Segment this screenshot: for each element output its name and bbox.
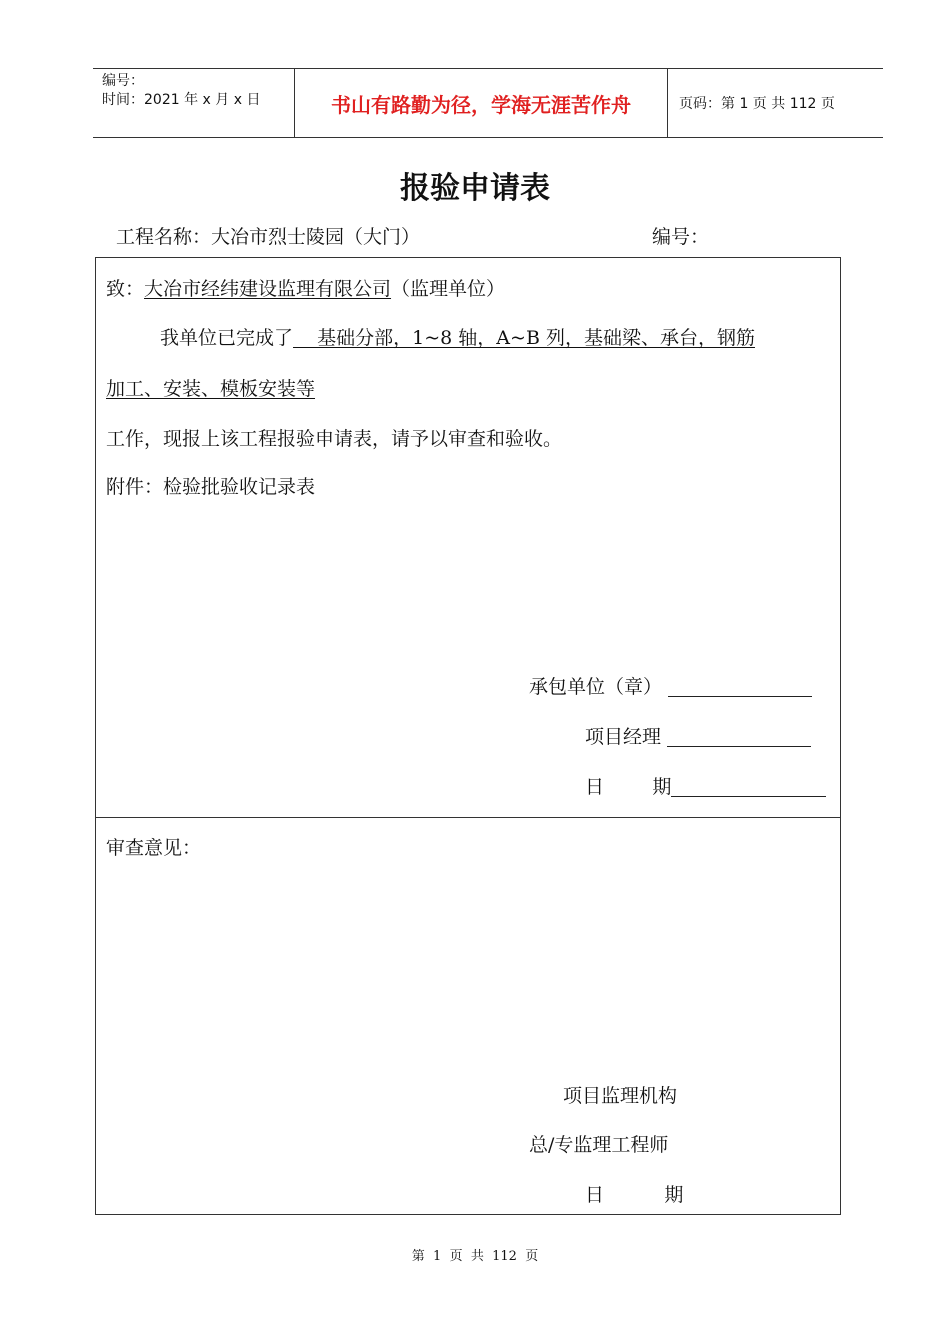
header-time-label: 时间：2021 年 x 月 x 日 [102, 92, 261, 108]
form-title: 报验申请表 [400, 171, 550, 206]
contractor-sign-row [529, 672, 812, 699]
document-header [93, 68, 883, 138]
review-opinion-label: 审查意见： [106, 837, 202, 859]
completed-work-part1: 基础分部，1~8 轴，A~B 列，基础梁、承台，钢筋 [293, 327, 755, 349]
recipient-suffix: （监理单位） [391, 278, 506, 300]
applicant-date-line[interactable] [671, 776, 826, 797]
supervision-org-label: 项目监理机构 [563, 1085, 678, 1107]
manager-signature-line[interactable] [667, 726, 811, 747]
supervising-engineer-label: 总/专监理工程师 [529, 1134, 669, 1156]
contractor-signature-line[interactable] [668, 676, 812, 697]
header-motto: 书山有路勤为径，学海无涯苦作舟 [295, 69, 668, 137]
page-footer: 第 1 页 共 112 页 [411, 1249, 539, 1264]
applicant-date-label: 日 期 [585, 776, 672, 798]
header-page-info: 页码：第 1 页 共 112 页 [679, 96, 835, 112]
header-meta-cell [93, 69, 295, 137]
manager-label: 项目经理 [585, 726, 662, 748]
manager-sign-row [585, 722, 811, 749]
attachment-line: 附件：检验批验收记录表 [106, 476, 316, 498]
body-prefix: 我单位已完成了 [160, 327, 294, 349]
completed-work-part2: 加工、安装、模板安装等 [106, 378, 316, 400]
header-number-label: 编号： [102, 73, 144, 89]
review-section [96, 817, 840, 1214]
recipient-prefix: 致： [106, 278, 145, 300]
application-section [96, 258, 840, 818]
recipient-unit: 大冶市经纬建设监理有限公司 [144, 278, 392, 300]
applicant-date-row [585, 772, 826, 799]
body-line-1 [160, 323, 755, 350]
review-date-label: 日 期 [585, 1184, 684, 1206]
recipient-line [106, 274, 505, 301]
form-table [95, 257, 841, 1215]
contractor-label: 承包单位（章） [529, 676, 663, 698]
project-name: 工程名称：大冶市烈士陵园（大门） [116, 226, 421, 248]
project-number-label: 编号： [652, 226, 710, 248]
body-line-3: 工作，现报上该工程报验申请表，请予以审查和验收。 [106, 428, 563, 450]
